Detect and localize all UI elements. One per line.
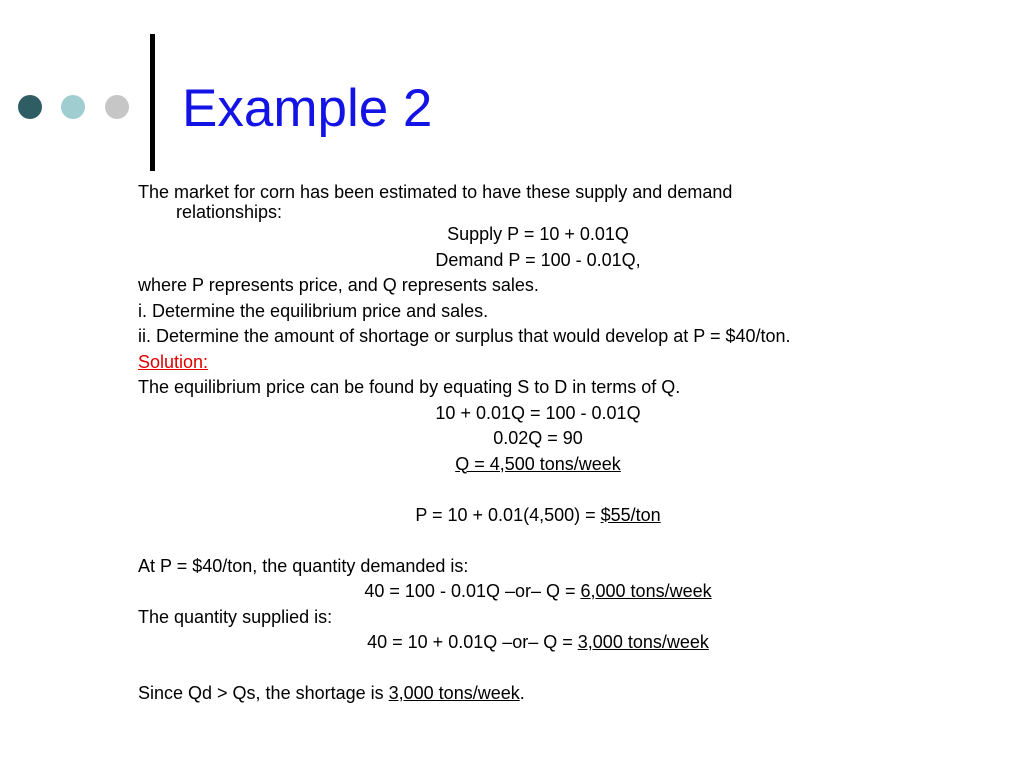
variables-note: where P represents price, and Q represents sales. [138, 275, 539, 295]
shortage-amount: 3,000 tons/week [388, 683, 520, 703]
intro-line-continued: relationships: [176, 202, 283, 222]
dark-teal-dot-icon [18, 95, 42, 119]
slide-body [138, 182, 938, 707]
title-divider [150, 34, 155, 171]
equilibrium-intro: The equilibrium price can be found by equating S to D in terms of Q. [138, 377, 681, 397]
equilibrium-price: $55/ton [600, 504, 661, 525]
solution-label: Solution: [138, 351, 209, 372]
intro-line: The market for corn has been estimated to have these supply and demand [138, 182, 733, 202]
equilibrium-quantity: Q = 4,500 tons/week [455, 453, 621, 474]
supplied-intro: The quantity supplied is: [138, 606, 333, 627]
light-teal-dot-icon [61, 95, 85, 119]
question-2: ii. Determine the amount of shortage or surplus that would develop at P = $40/ton. [138, 326, 791, 346]
equation-step-3 [138, 452, 938, 478]
spacer [138, 656, 938, 682]
demanded-line [138, 579, 938, 605]
conclusion-line [138, 681, 938, 707]
equation-step-2: 0.02Q = 90 [493, 428, 583, 448]
conclusion-period: . [519, 683, 525, 703]
price-equation: P = 10 + 0.01(4,500) = [415, 504, 601, 525]
quantity-demanded: 6,000 tons/week [580, 581, 712, 601]
demanded-intro: At P = $40/ton, the quantity demanded is: [138, 555, 469, 576]
supplied-line [138, 630, 938, 656]
supply-equation: Supply P = 10 + 0.01Q [447, 224, 629, 244]
quantity-supplied: 3,000 tons/week [577, 632, 709, 652]
demanded-equation: 40 = 100 - 0.01Q –or– Q = [364, 581, 581, 601]
supplied-equation: 40 = 10 + 0.01Q –or– Q = [367, 632, 578, 652]
spacer [138, 477, 938, 503]
conclusion-text: Since Qd > Qs, the shortage is [138, 683, 389, 703]
solution-line [138, 350, 938, 376]
slide-title: Example 2 [182, 79, 433, 138]
spacer [138, 528, 938, 554]
demand-equation: Demand P = 100 - 0.01Q, [435, 249, 641, 270]
question-1: i. Determine the equilibrium price and sales. [138, 300, 489, 321]
gray-dot-icon [105, 95, 129, 119]
equation-step-1: 10 + 0.01Q = 100 - 0.01Q [435, 402, 641, 423]
price-line [138, 503, 938, 529]
